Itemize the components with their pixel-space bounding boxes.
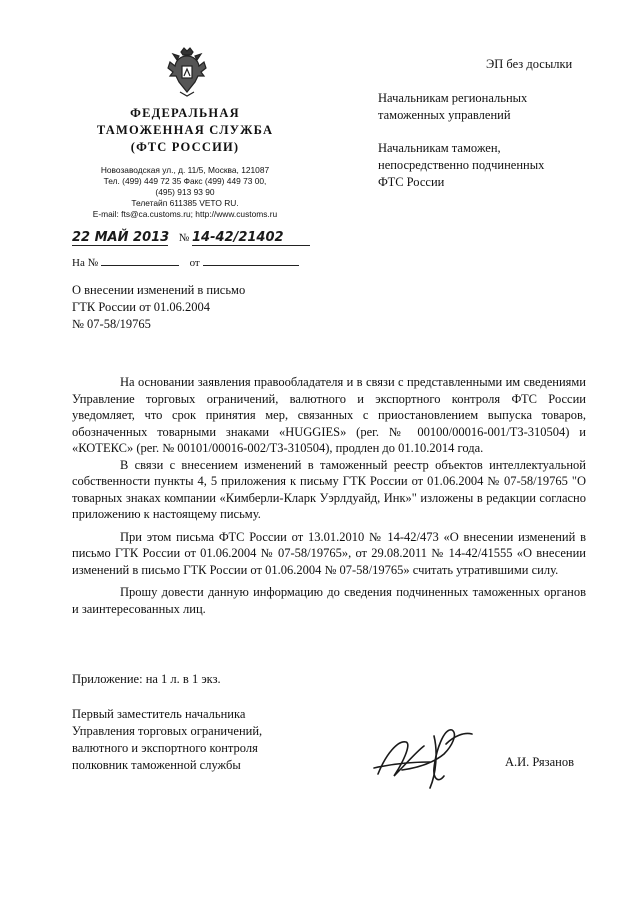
subject-line: О внесении изменений в письмо — [72, 283, 246, 297]
addressee-group-1 — [378, 90, 608, 124]
body-paragraph-2: В связи с внесением изменений в таможенный реестр объектов интеллектуальной собственности пункты 4, 5 приложения к письму ГТК России от 01.06.2004 № 07-58/19765 "О товарных знаках компании «Кимберли-Кларк Уэрлдуайд, Инк»" изложены в редакции согласно приложению к настоящему письму. — [72, 457, 586, 521]
handwritten-signature-icon — [372, 724, 484, 792]
contact-line: Телетайп 611385 VETO RU. — [131, 198, 239, 208]
contact-line: Новозаводская ул., д. 11/5, Москва, 121087 — [100, 165, 270, 175]
org-name-line-2: ТАМОЖЕННАЯ СЛУЖБА — [96, 123, 274, 137]
registration-date-number — [72, 230, 310, 246]
attachment-note: Приложение: на 1 л. в 1 экз. — [72, 672, 221, 686]
signatory-line: Управления торговых ограничений, — [72, 724, 263, 738]
addressee-group-2 — [378, 140, 608, 191]
addressee-line: Начальникам региональных — [378, 91, 528, 105]
reference-line — [72, 255, 299, 269]
organization-contacts — [60, 165, 310, 220]
ref-number-label: На № — [72, 257, 99, 269]
letter-body — [72, 374, 586, 617]
number-sign: № — [178, 232, 190, 244]
contact-line: E-mail: fts@ca.customs.ru; http://www.customs.ru — [92, 209, 278, 219]
org-name-line-3: (ФТС РОССИИ) — [130, 140, 240, 154]
signatory-line: валютного и экспортного контроля — [72, 741, 258, 755]
signatory-line: Первый заместитель начальника — [72, 707, 246, 721]
org-name-line-1: ФЕДЕРАЛЬНАЯ — [130, 106, 240, 120]
signatory-line: полковник таможенной службы — [72, 758, 241, 772]
addressee-line: таможенных управлений — [378, 108, 511, 122]
ref-from-label: от — [189, 257, 200, 269]
organization-name — [60, 105, 310, 156]
letter-subject — [72, 282, 245, 333]
subject-line: ГТК России от 01.06.2004 — [72, 300, 211, 314]
registration-number: 14-42/21402 — [192, 230, 310, 246]
ref-date-blank — [203, 255, 299, 266]
distribution-stamp: ЭП без досылки — [486, 57, 573, 71]
contact-line: Тел. (499) 449 72 35 Факс (499) 449 73 00, — [103, 176, 267, 186]
signatory-title — [72, 706, 262, 774]
double-headed-eagle-emblem-icon — [164, 46, 210, 98]
body-paragraph-1: На основании заявления правообладателя и в связи с представленными им сведениями Управление торговых ограничений, валютного и экспортного контроля ФТС России уведомляет, что срок принятия мер, связанных с приостановлением выпуска товаров, обозначенных товарными знаками «HUGGIES» (рег. № 00100/00016-001/ТЗ-310504) и «КОТЕКС» (рег. № 00101/00016-002/ТЗ-310504), продлен до 01.10.2014 года. — [72, 375, 586, 455]
addressee-line: непосредственно подчиненных — [378, 158, 545, 172]
addressee-line: Начальникам таможен, — [378, 141, 501, 155]
ref-number-blank — [101, 255, 179, 266]
registration-date: 22 МАЙ 2013 — [72, 230, 170, 245]
signatory-name: А.И. Рязанов — [505, 755, 574, 769]
subject-line: № 07-58/19765 — [72, 317, 151, 331]
body-paragraph-3: При этом письма ФТС России от 13.01.2010 № 14-42/473 «О внесении изменений в письмо ГТК России от 01.06.2004 № 07-58/19765», от 29.08.2011 № 14-42/41555 «О внесении изменений в письмо ГТК России от 01.06.2004 № 07-58/19765» считать утратившими силу. — [72, 529, 586, 577]
contact-line: (495) 913 93 90 — [155, 187, 215, 197]
addressee-line: ФТС России — [378, 175, 445, 189]
body-paragraph-4: Прошу довести данную информацию до сведения подчиненных таможенных органов и заинтересованных лиц. — [72, 585, 586, 616]
